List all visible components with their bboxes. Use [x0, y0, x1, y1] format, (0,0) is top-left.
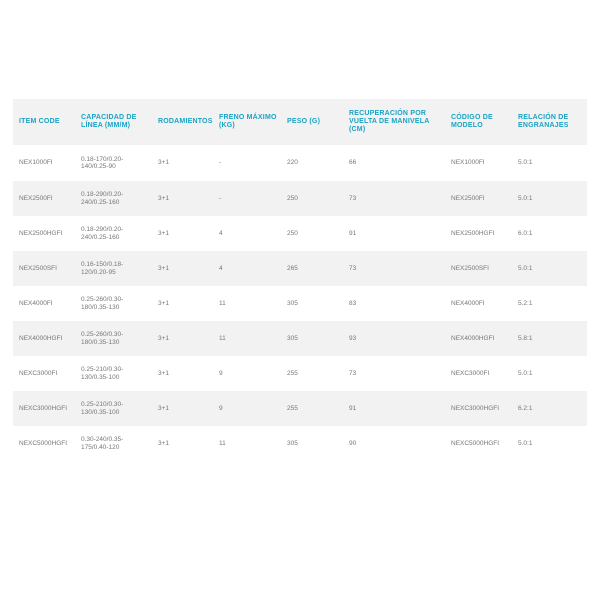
cell-model-code: NEXC3000FI [445, 356, 512, 391]
cell-weight: 255 [281, 356, 343, 391]
cell-retrieve-per-crank: 83 [343, 286, 445, 321]
cell-retrieve-per-crank: 93 [343, 321, 445, 356]
cell-gear-ratio: 5.2:1 [512, 286, 587, 321]
table-row [13, 145, 587, 181]
cell-item-code: NEXC3000HGFI [13, 391, 75, 426]
cell-retrieve-per-crank: 73 [343, 356, 445, 391]
cell-weight: 305 [281, 321, 343, 356]
cell-gear-ratio: 5.8:1 [512, 321, 587, 356]
header-weight: PESO (G) [281, 99, 343, 145]
table-row [13, 426, 587, 461]
cell-weight: 250 [281, 181, 343, 216]
cell-bearings: 3+1 [152, 251, 213, 286]
cell-model-code: NEX2500SFI [445, 251, 512, 286]
cell-bearings: 3+1 [152, 145, 213, 181]
cell-weight: 265 [281, 251, 343, 286]
header-model-code: CÓDIGO DE MODELO [445, 99, 512, 145]
cell-retrieve-per-crank: 66 [343, 145, 445, 181]
spec-table [13, 99, 587, 461]
cell-retrieve-per-crank: 91 [343, 216, 445, 251]
cell-max-drag: 9 [213, 391, 281, 426]
cell-model-code: NEX1000FI [445, 145, 512, 181]
cell-weight: 305 [281, 426, 343, 461]
cell-line-capacity: 0.18-290/0.20-240/0.25-160 [75, 181, 152, 216]
cell-item-code: NEXC5000HGFI [13, 426, 75, 461]
table-row [13, 391, 587, 426]
cell-bearings: 3+1 [152, 426, 213, 461]
cell-gear-ratio: 6.0:1 [512, 216, 587, 251]
header-max-drag: FRENO MÁXIMO (KG) [213, 99, 281, 145]
table-header [13, 99, 587, 145]
cell-weight: 255 [281, 391, 343, 426]
cell-bearings: 3+1 [152, 181, 213, 216]
cell-line-capacity: 0.25-210/0.30-130/0.35-100 [75, 356, 152, 391]
cell-max-drag: 4 [213, 216, 281, 251]
cell-bearings: 3+1 [152, 391, 213, 426]
cell-retrieve-per-crank: 90 [343, 426, 445, 461]
cell-model-code: NEX2500HGFI [445, 216, 512, 251]
cell-retrieve-per-crank: 73 [343, 181, 445, 216]
cell-model-code: NEX4000HGFI [445, 321, 512, 356]
cell-gear-ratio: 5.0:1 [512, 356, 587, 391]
cell-item-code: NEX4000FI [13, 286, 75, 321]
cell-bearings: 3+1 [152, 356, 213, 391]
cell-item-code: NEX2500SFI [13, 251, 75, 286]
cell-model-code: NEX4000FI [445, 286, 512, 321]
table-row [13, 356, 587, 391]
table-row [13, 216, 587, 251]
cell-max-drag: 11 [213, 426, 281, 461]
cell-line-capacity: 0.25-260/0.30-180/0.35-130 [75, 321, 152, 356]
cell-bearings: 3+1 [152, 216, 213, 251]
cell-line-capacity: 0.18-170/0.20-140/0.25-90 [75, 145, 152, 181]
cell-max-drag: 9 [213, 356, 281, 391]
header-item-code: ITEM CODE [13, 99, 75, 145]
cell-item-code: NEX4000HGFI [13, 321, 75, 356]
cell-weight: 250 [281, 216, 343, 251]
header-row [13, 99, 587, 145]
cell-line-capacity: 0.18-290/0.20-240/0.25-160 [75, 216, 152, 251]
header-retrieve-per-crank: RECUPERACIÓN POR VUELTA DE MANIVELA (CM) [343, 99, 445, 145]
cell-gear-ratio: 5.0:1 [512, 426, 587, 461]
cell-model-code: NEXC3000HGFI [445, 391, 512, 426]
header-line-capacity: CAPACIDAD DE LÍNEA (MM/M) [75, 99, 152, 145]
header-gear-ratio: RELACIÓN DE ENGRANAJES [512, 99, 587, 145]
cell-gear-ratio: 6.2:1 [512, 391, 587, 426]
cell-line-capacity: 0.16-150/0.18-120/0.20-95 [75, 251, 152, 286]
cell-max-drag: 11 [213, 321, 281, 356]
cell-bearings: 3+1 [152, 321, 213, 356]
header-bearings: RODAMIENTOS [152, 99, 213, 145]
cell-item-code: NEXC3000FI [13, 356, 75, 391]
table-body [13, 145, 587, 461]
cell-bearings: 3+1 [152, 286, 213, 321]
cell-model-code: NEXC5000HGFI [445, 426, 512, 461]
cell-line-capacity: 0.25-260/0.30-180/0.35-130 [75, 286, 152, 321]
table-row [13, 286, 587, 321]
cell-item-code: NEX2500HGFI [13, 216, 75, 251]
table-row [13, 321, 587, 356]
cell-retrieve-per-crank: 91 [343, 391, 445, 426]
cell-max-drag: 4 [213, 251, 281, 286]
cell-max-drag: - [213, 181, 281, 216]
table-row [13, 181, 587, 216]
table-row [13, 251, 587, 286]
cell-max-drag: 11 [213, 286, 281, 321]
cell-item-code: NEX2500FI [13, 181, 75, 216]
cell-model-code: NEX2500FI [445, 181, 512, 216]
cell-weight: 305 [281, 286, 343, 321]
cell-max-drag: - [213, 145, 281, 181]
cell-item-code: NEX1000FI [13, 145, 75, 181]
cell-gear-ratio: 5.0:1 [512, 145, 587, 181]
cell-line-capacity: 0.30-240/0.35-175/0.40-120 [75, 426, 152, 461]
cell-gear-ratio: 5.0:1 [512, 251, 587, 286]
cell-retrieve-per-crank: 73 [343, 251, 445, 286]
cell-weight: 220 [281, 145, 343, 181]
cell-gear-ratio: 5.0:1 [512, 181, 587, 216]
cell-line-capacity: 0.25-210/0.30-130/0.35-100 [75, 391, 152, 426]
